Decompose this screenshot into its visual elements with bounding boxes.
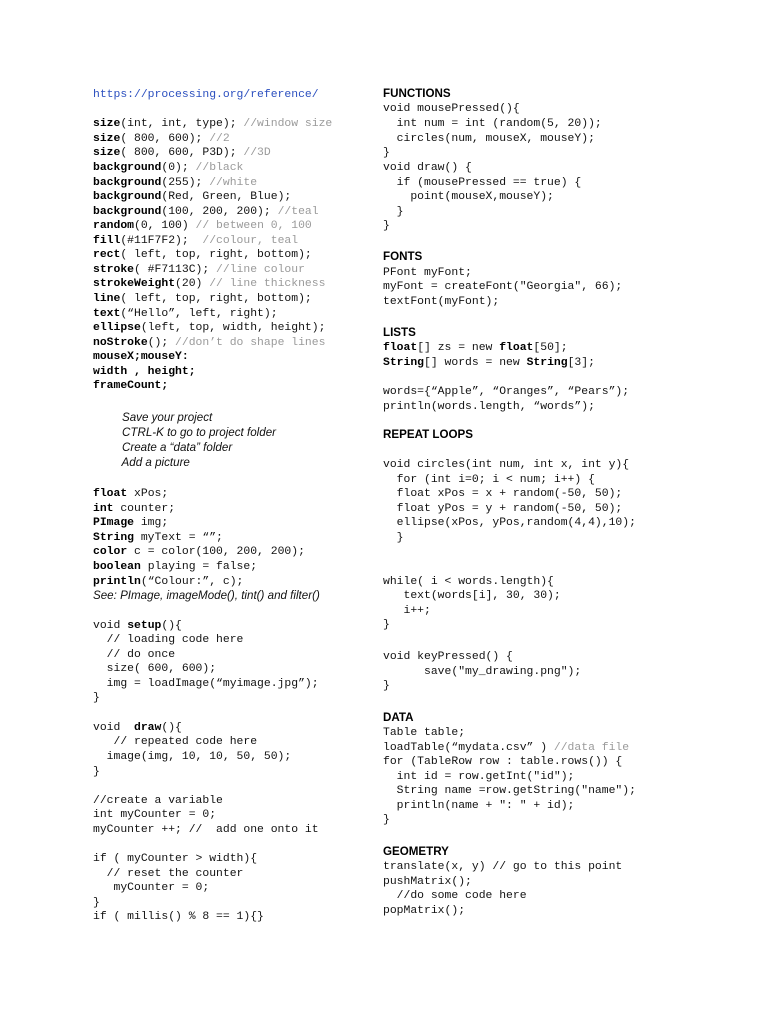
code-text: (left, top, width, height);	[140, 322, 326, 334]
code-text: (0, 100)	[134, 220, 196, 232]
keyword: float	[383, 342, 418, 354]
code-text: }	[383, 206, 404, 218]
code-text: }	[383, 147, 390, 159]
code-line	[383, 741, 629, 755]
code-text: void	[93, 722, 135, 734]
comment: //teal	[277, 206, 319, 218]
code-text: void circles(int num, int x, int y){	[383, 459, 630, 471]
code-text: loadTable(“mydata.csv” )	[383, 742, 554, 754]
code-line	[383, 341, 568, 355]
comment: //data file	[553, 742, 630, 754]
code-line	[383, 102, 520, 116]
code-text: (#11F7F2);	[120, 235, 203, 247]
code-text: }	[93, 692, 100, 704]
code-text: (20)	[175, 278, 210, 290]
code-text: for (TableRow row : table.rows()) {	[383, 756, 623, 768]
code-line	[93, 823, 319, 837]
code-text: See: PImage, imageMode(), tint() and filter()	[93, 589, 320, 602]
code-line	[93, 633, 243, 647]
code-line	[383, 784, 636, 798]
code-text: ();	[147, 337, 176, 349]
code-line	[93, 205, 319, 219]
code-line	[93, 765, 100, 779]
code-line	[93, 560, 257, 574]
code-text: void mousePressed(){	[383, 103, 520, 115]
keyword: size	[93, 133, 121, 145]
code-text: Create a “data” folder	[93, 441, 233, 454]
keyword: rect	[93, 249, 121, 261]
code-line	[93, 321, 325, 335]
code-line	[383, 889, 527, 903]
code-line	[383, 679, 390, 693]
code-text: i++;	[383, 605, 431, 617]
code-text: FUNCTIONS	[383, 87, 451, 100]
code-line	[383, 176, 581, 190]
code-line	[383, 205, 404, 219]
note-line	[93, 411, 212, 425]
code-line	[383, 875, 472, 889]
keyword: color	[93, 546, 128, 558]
code-line	[383, 356, 595, 370]
comment: //line colour	[216, 264, 305, 276]
code-text: pushMatrix();	[383, 876, 472, 888]
note-line	[93, 456, 190, 470]
code-text: popMatrix();	[383, 905, 466, 917]
comment: //3D	[243, 147, 271, 159]
keyword: boolean	[93, 561, 141, 573]
code-text: https://processing.org/reference/	[93, 89, 319, 101]
code-line	[383, 161, 472, 175]
code-line	[93, 277, 325, 291]
code-text: }	[93, 766, 100, 778]
keyword: String	[93, 532, 135, 544]
code-text: (){	[161, 722, 182, 734]
code-line	[93, 545, 305, 559]
keyword: draw	[134, 722, 162, 734]
code-text: // reset the counter	[93, 868, 244, 880]
code-line	[383, 589, 561, 603]
comment: // line thickness	[209, 278, 326, 290]
code-line	[93, 662, 216, 676]
code-text: xPos;	[127, 488, 169, 500]
code-text: }	[383, 532, 404, 544]
code-text: }	[383, 619, 390, 631]
keyword: size	[93, 147, 121, 159]
code-line	[383, 604, 431, 618]
code-text: counter;	[113, 503, 176, 515]
code-text: }	[93, 897, 100, 909]
code-text: Save your project	[93, 411, 213, 424]
code-text: (“Colour:”, c);	[140, 576, 244, 588]
code-line	[93, 292, 312, 306]
code-text: REPEAT LOOPS	[383, 428, 473, 441]
code-line	[383, 487, 622, 501]
code-text: ( left, top, right, bottom);	[120, 249, 312, 261]
keyword: noStroke	[93, 337, 148, 349]
code-text: myCounter ++; // add one onto it	[93, 824, 319, 836]
keyword: println	[93, 576, 141, 588]
code-text: //do some code here	[383, 890, 527, 902]
section-heading	[383, 711, 413, 725]
code-line	[383, 266, 472, 280]
keyword: width , height;	[93, 366, 196, 378]
section-heading	[383, 326, 416, 340]
code-line	[93, 619, 182, 633]
code-text: img;	[134, 517, 169, 529]
section-heading	[383, 845, 449, 859]
code-text: (255);	[161, 177, 210, 189]
code-text: LISTS	[383, 326, 416, 339]
comment: //window size	[243, 118, 333, 130]
comment: //colour, teal	[202, 235, 299, 247]
keyword: size	[93, 118, 121, 130]
section-heading	[383, 428, 473, 442]
code-text: }	[383, 680, 390, 692]
code-line	[383, 531, 404, 545]
code-line	[93, 808, 216, 822]
code-text: circles(num, mouseX, mouseY);	[383, 133, 595, 145]
note-line	[93, 589, 320, 603]
code-text: println(name + ": " + id);	[383, 800, 575, 812]
keyword: line	[93, 293, 121, 305]
keyword: background	[93, 191, 162, 203]
code-line	[93, 721, 182, 735]
keyword: float	[93, 488, 128, 500]
code-text: point(mouseX,mouseY);	[383, 191, 554, 203]
keyword: mouseX;mouseY:	[93, 351, 189, 363]
code-text: c = color(100, 200, 200);	[127, 546, 305, 558]
code-text: // loading code here	[93, 634, 244, 646]
code-text: [3];	[567, 357, 595, 369]
code-line	[93, 336, 325, 350]
note-line	[93, 426, 276, 440]
code-text: size( 600, 600);	[93, 663, 217, 675]
comment: //2	[209, 133, 230, 145]
code-text: [] zs = new	[417, 342, 500, 354]
code-text: void draw() {	[383, 162, 472, 174]
code-line	[383, 295, 499, 309]
keyword: float	[499, 342, 534, 354]
code-line	[93, 365, 196, 379]
code-text: void	[93, 620, 128, 632]
code-line	[383, 799, 574, 813]
code-line	[93, 263, 305, 277]
keyword: fill	[93, 235, 121, 247]
code-line	[383, 860, 622, 874]
code-line	[93, 691, 100, 705]
keyword: frameCount;	[93, 380, 169, 392]
code-text: for (int i=0; i < num; i++) {	[383, 474, 595, 486]
code-text: (“Hello”, left, right);	[120, 308, 278, 320]
code-line	[93, 794, 223, 808]
code-text: ( #F7113C);	[134, 264, 217, 276]
code-line	[383, 904, 465, 918]
code-text: CTRL-K to go to project folder	[93, 426, 276, 439]
code-text: float xPos = x + random(-50, 50);	[383, 488, 623, 500]
code-line	[93, 750, 291, 764]
code-text: if (mousePressed == true) {	[383, 177, 582, 189]
code-text: String name =row.getString("name");	[383, 785, 636, 797]
code-text: [] words = new	[424, 357, 527, 369]
code-line	[93, 146, 271, 160]
code-text: FONTS	[383, 250, 423, 263]
code-text: // repeated code here	[93, 736, 258, 748]
keyword: background	[93, 162, 162, 174]
code-line	[383, 132, 595, 146]
code-text: img = loadImage(“myimage.jpg”);	[93, 678, 319, 690]
code-text: words={“Apple”, “Oranges”, “Pears”);	[383, 386, 630, 398]
section-heading	[383, 87, 451, 101]
code-text: while( i < words.length){	[383, 576, 554, 588]
code-line	[383, 618, 390, 632]
code-text: Add a picture	[93, 456, 190, 469]
code-line	[93, 575, 243, 589]
code-text: ( left, top, right, bottom);	[120, 293, 312, 305]
keyword: background	[93, 177, 162, 189]
code-text: if ( millis() % 8 == 1){}	[93, 911, 264, 923]
code-line	[383, 770, 574, 784]
comment: //white	[209, 177, 258, 189]
code-text: (Red, Green, Blue);	[161, 191, 292, 203]
code-line	[93, 379, 168, 393]
code-line	[93, 516, 168, 530]
code-text: int id = row.getInt("id");	[383, 771, 575, 783]
keyword: String	[526, 357, 568, 369]
code-line	[383, 190, 554, 204]
code-text: myFont = createFont("Georgia", 66);	[383, 281, 623, 293]
code-line	[383, 813, 390, 827]
code-text: ellipse(xPos, yPos,random(4,4),10);	[383, 517, 636, 529]
code-line	[93, 881, 209, 895]
code-text: [50];	[533, 342, 568, 354]
code-line	[383, 280, 622, 294]
code-line	[93, 502, 175, 516]
code-line	[93, 132, 230, 146]
code-text: (0);	[161, 162, 196, 174]
code-line	[93, 117, 332, 131]
code-line	[93, 531, 223, 545]
code-line	[383, 665, 581, 679]
keyword: String	[383, 357, 425, 369]
code-text: text(words[i], 30, 30);	[383, 590, 561, 602]
section-heading	[383, 250, 422, 264]
code-line	[93, 896, 100, 910]
code-text: save("my_drawing.png");	[383, 666, 582, 678]
comment: // between 0, 100	[195, 220, 312, 232]
keyword: int	[93, 503, 114, 515]
keyword: PImage	[93, 517, 135, 529]
code-text: println(words.length, “words”);	[383, 401, 595, 413]
comment: //black	[195, 162, 244, 174]
code-line	[93, 648, 175, 662]
code-line	[93, 161, 243, 175]
code-line	[383, 516, 636, 530]
keyword: ellipse	[93, 322, 141, 334]
code-line	[93, 487, 168, 501]
code-text: translate(x, y) // go to this point	[383, 861, 623, 873]
code-text: myCounter = 0;	[93, 882, 210, 894]
code-line	[93, 867, 243, 881]
code-line	[93, 735, 257, 749]
keyword: random	[93, 220, 135, 232]
code-line	[93, 307, 278, 321]
keyword: stroke	[93, 264, 135, 276]
code-line	[93, 234, 298, 248]
code-text: //create a variable	[93, 795, 223, 807]
code-line	[383, 458, 629, 472]
code-line	[93, 219, 312, 233]
code-text: Table table;	[383, 727, 466, 739]
code-text: image(img, 10, 10, 50, 50);	[93, 751, 292, 763]
code-line	[93, 852, 257, 866]
code-text: ( 800, 600);	[120, 133, 210, 145]
code-line	[93, 248, 312, 262]
code-line	[383, 575, 554, 589]
code-line	[93, 176, 257, 190]
code-text: DATA	[383, 711, 414, 724]
code-line	[383, 650, 513, 664]
code-text: GEOMETRY	[383, 845, 449, 858]
code-text: int myCounter = 0;	[93, 809, 217, 821]
code-text: }	[383, 814, 390, 826]
code-text: void keyPressed() {	[383, 651, 513, 663]
code-line	[383, 219, 390, 233]
reference-link[interactable]	[93, 88, 319, 102]
code-line	[93, 677, 319, 691]
code-text: textFont(myFont);	[383, 296, 500, 308]
code-text: myText = “”;	[134, 532, 223, 544]
code-line	[383, 726, 465, 740]
code-text: int num = int (random(5, 20));	[383, 118, 602, 130]
code-line	[93, 350, 189, 364]
code-line	[383, 146, 390, 160]
code-text: (100, 200, 200);	[161, 206, 278, 218]
code-line	[93, 910, 264, 924]
code-text: if ( myCounter > width){	[93, 853, 258, 865]
keyword: setup	[127, 620, 162, 632]
code-text: PFont myFont;	[383, 267, 472, 279]
code-text: playing = false;	[140, 561, 258, 573]
code-line	[383, 473, 595, 487]
code-line	[93, 190, 291, 204]
code-line	[383, 400, 595, 414]
comment: //don’t do shape lines	[175, 337, 326, 349]
code-line	[383, 502, 622, 516]
keyword: background	[93, 206, 162, 218]
keyword: strokeWeight	[93, 278, 176, 290]
keyword: text	[93, 308, 121, 320]
code-text: (int, int, type);	[120, 118, 244, 130]
code-text: // do once	[93, 649, 176, 661]
code-text: float yPos = y + random(-50, 50);	[383, 503, 623, 515]
code-text: ( 800, 600, P3D);	[120, 147, 244, 159]
code-text: }	[383, 220, 390, 232]
code-line	[383, 117, 602, 131]
note-line	[93, 441, 232, 455]
code-line	[383, 385, 629, 399]
code-text: (){	[161, 620, 182, 632]
code-line	[383, 755, 622, 769]
